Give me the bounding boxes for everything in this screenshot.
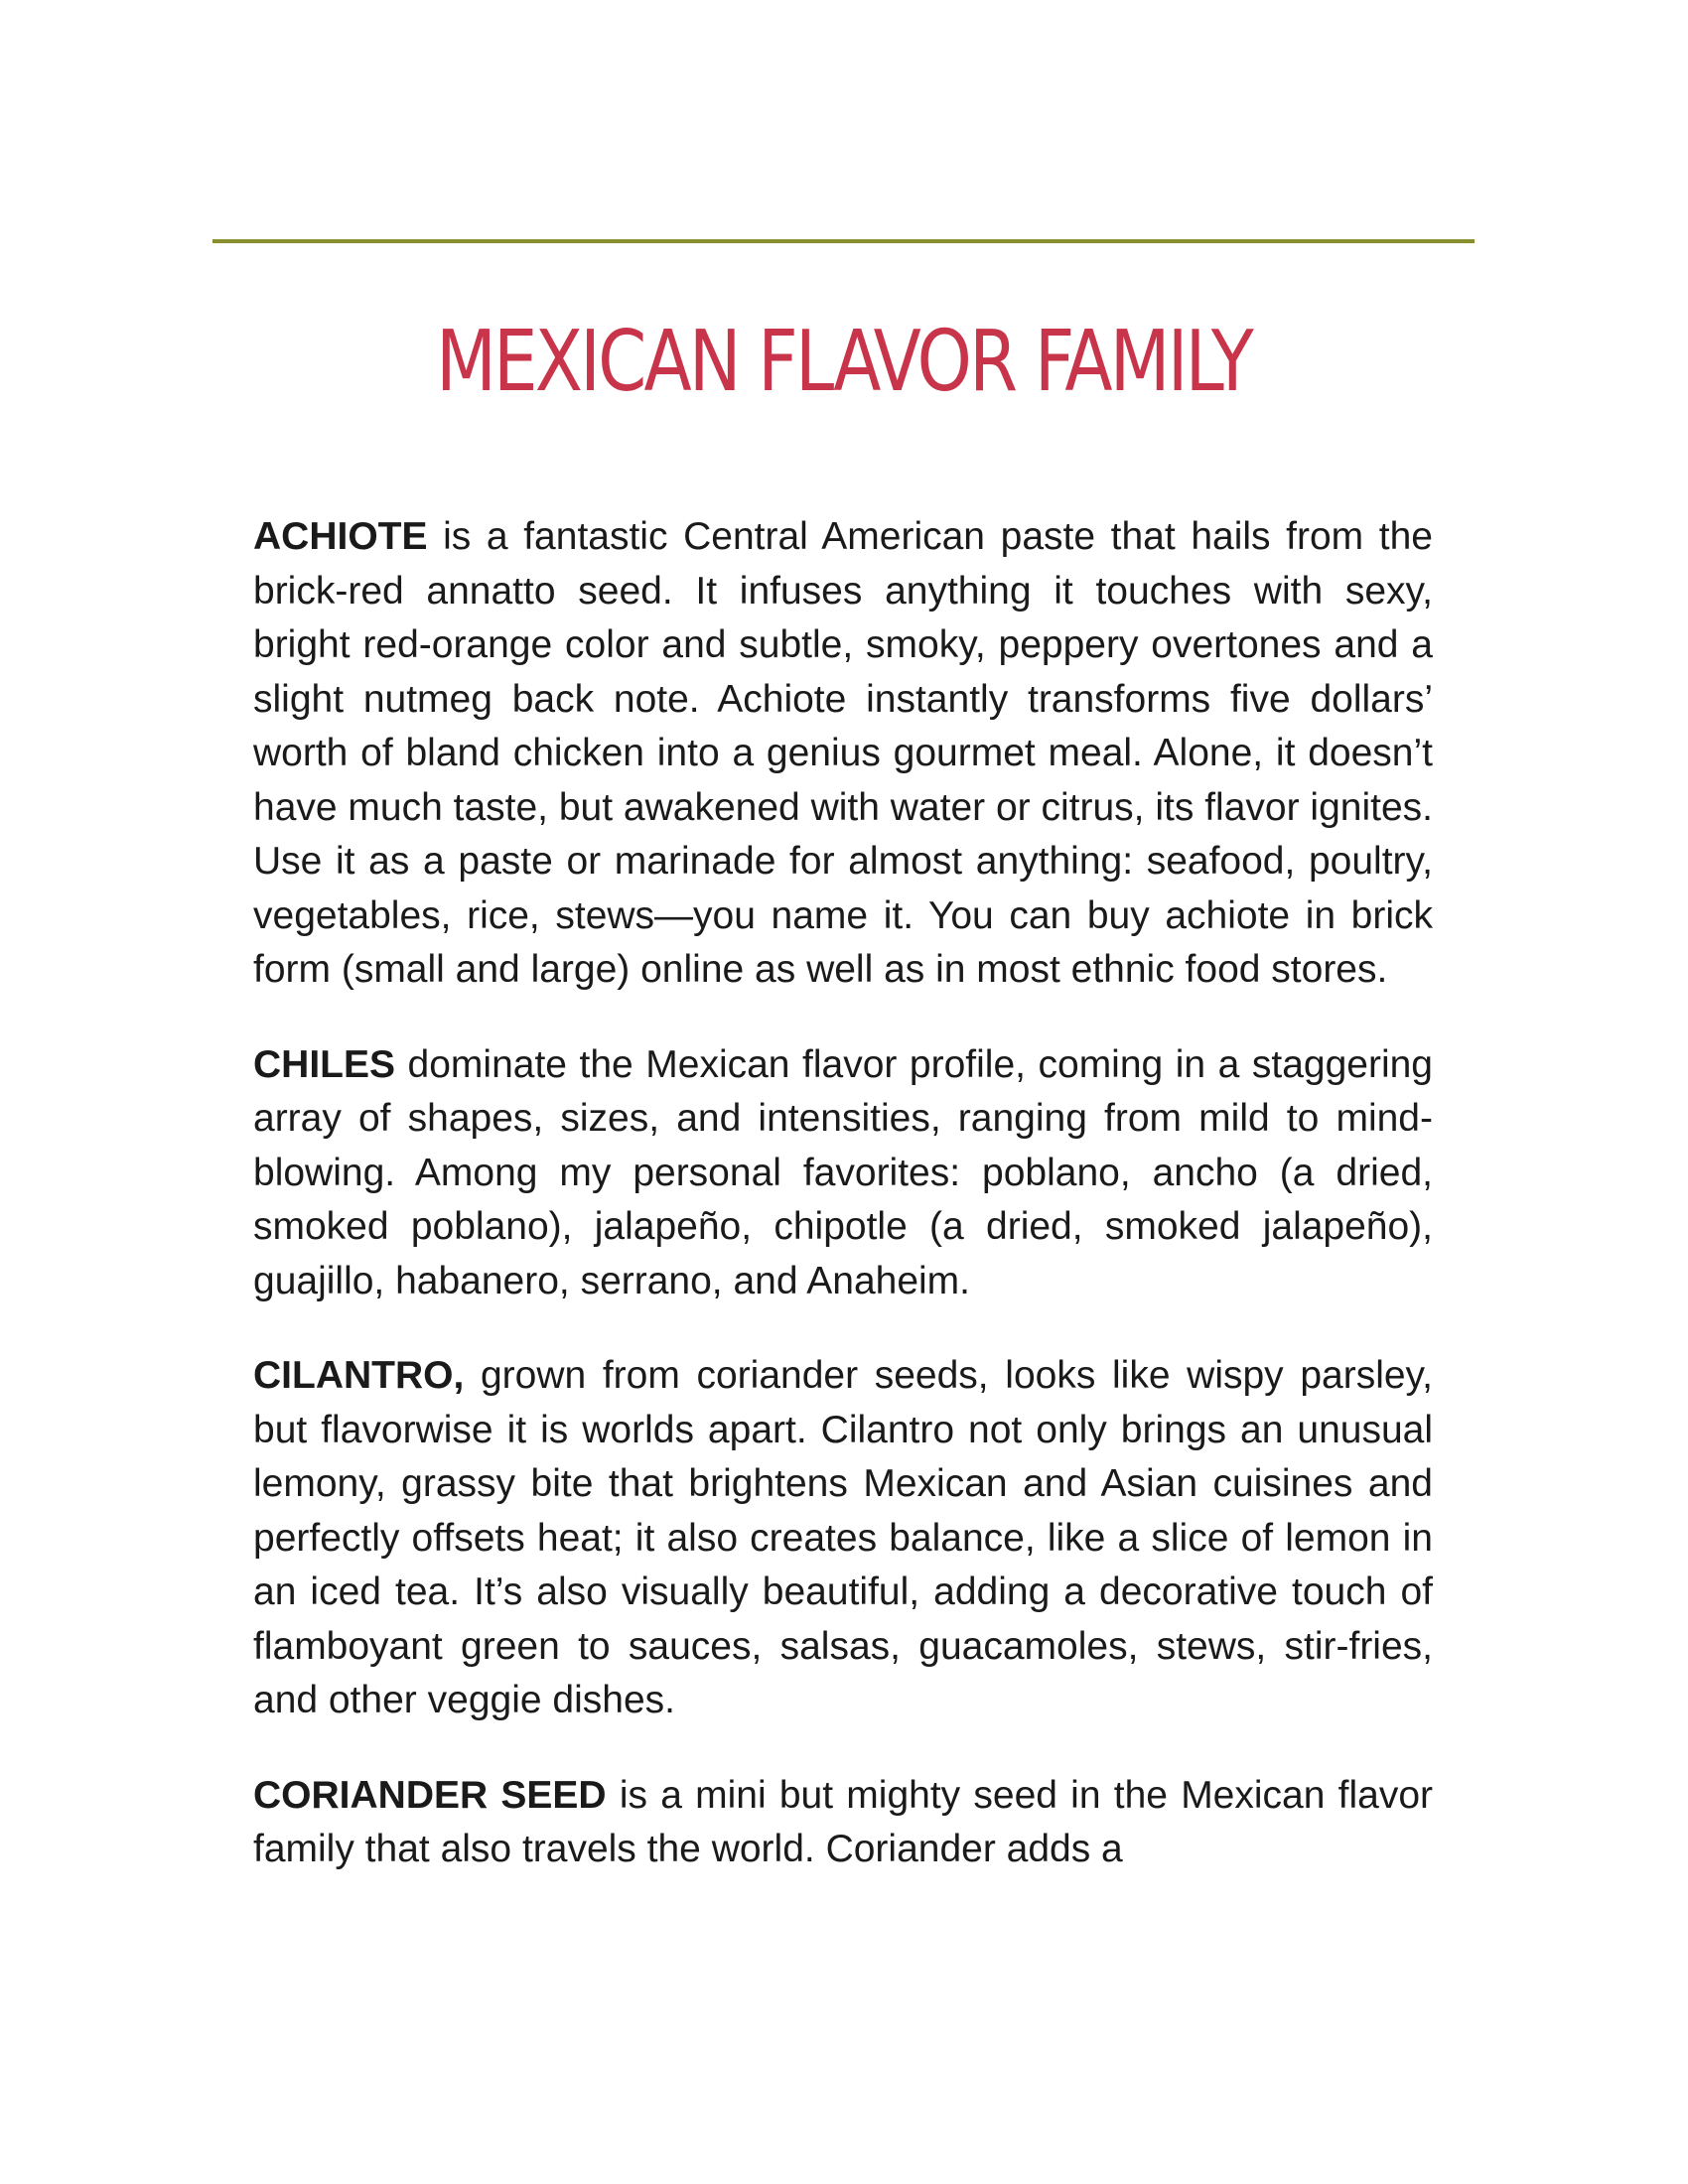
entry-achiote bbox=[253, 510, 1433, 998]
entry-text: grown from coriander seeds, looks like wispy parsley, but flavorwise it is worlds apart. Cilantro not only brings an unusual lemony, grassy bite that brightens Mexican and Asian cuisines and perfectly offsets heat; it also creates balance, like a slice of lemon in an iced tea. It’s also visually beautiful, adding a decorative touch of flamboyant green to sauces, salsas, guacamoles, stews, stir-fries, and other veggie dishes. bbox=[253, 1354, 1433, 1721]
entry-text: is a fantastic Central American paste that hails from the brick-red annatto seed. It infuses anything it touches with sexy, bright red-orange color and subtle, smoky, peppery overtones and a slight nutmeg back note. Achiote instantly transforms five dollars’ worth of bland chicken into a genius gourmet meal. Alone, it doesn’t have much taste, but awakened with water or citrus, its flavor ignites. Use it as a paste or marinade for almost anything: seafood, poultry, vegetables, rice, stews—you name it. You can buy achiote in brick form (small and large) online as well as in most ethnic food stores. bbox=[253, 515, 1433, 991]
entry-text: dominate the Mexican flavor profile, coming in a staggering array of shapes, sizes, and intensities, ranging from mild to mind-blowing. Among my personal favorites: poblano, ancho (a dried, smoked poblano), jalapeño, chipotle (a dried, smoked jalapeño), guajillo, habanero, serrano, and Anaheim. bbox=[253, 1042, 1433, 1302]
entry-term: ACHIOTE bbox=[253, 515, 428, 558]
header-rule bbox=[212, 239, 1475, 243]
entry-chiles bbox=[253, 1038, 1433, 1309]
document-body bbox=[253, 510, 1433, 1918]
entry-text: is a mini but mighty seed in the Mexican flavor family that also travels the world. Coriander adds a bbox=[253, 1773, 1433, 1870]
entry-term: CILANTRO, bbox=[253, 1354, 465, 1397]
entry-term: CHILES bbox=[253, 1042, 396, 1086]
entry-term: CORIANDER SEED bbox=[253, 1773, 607, 1817]
page-title: MEXICAN FLAVOR FAMILY bbox=[436, 313, 1251, 411]
entry-cilantro bbox=[253, 1349, 1433, 1728]
entry-coriander-seed bbox=[253, 1769, 1433, 1877]
